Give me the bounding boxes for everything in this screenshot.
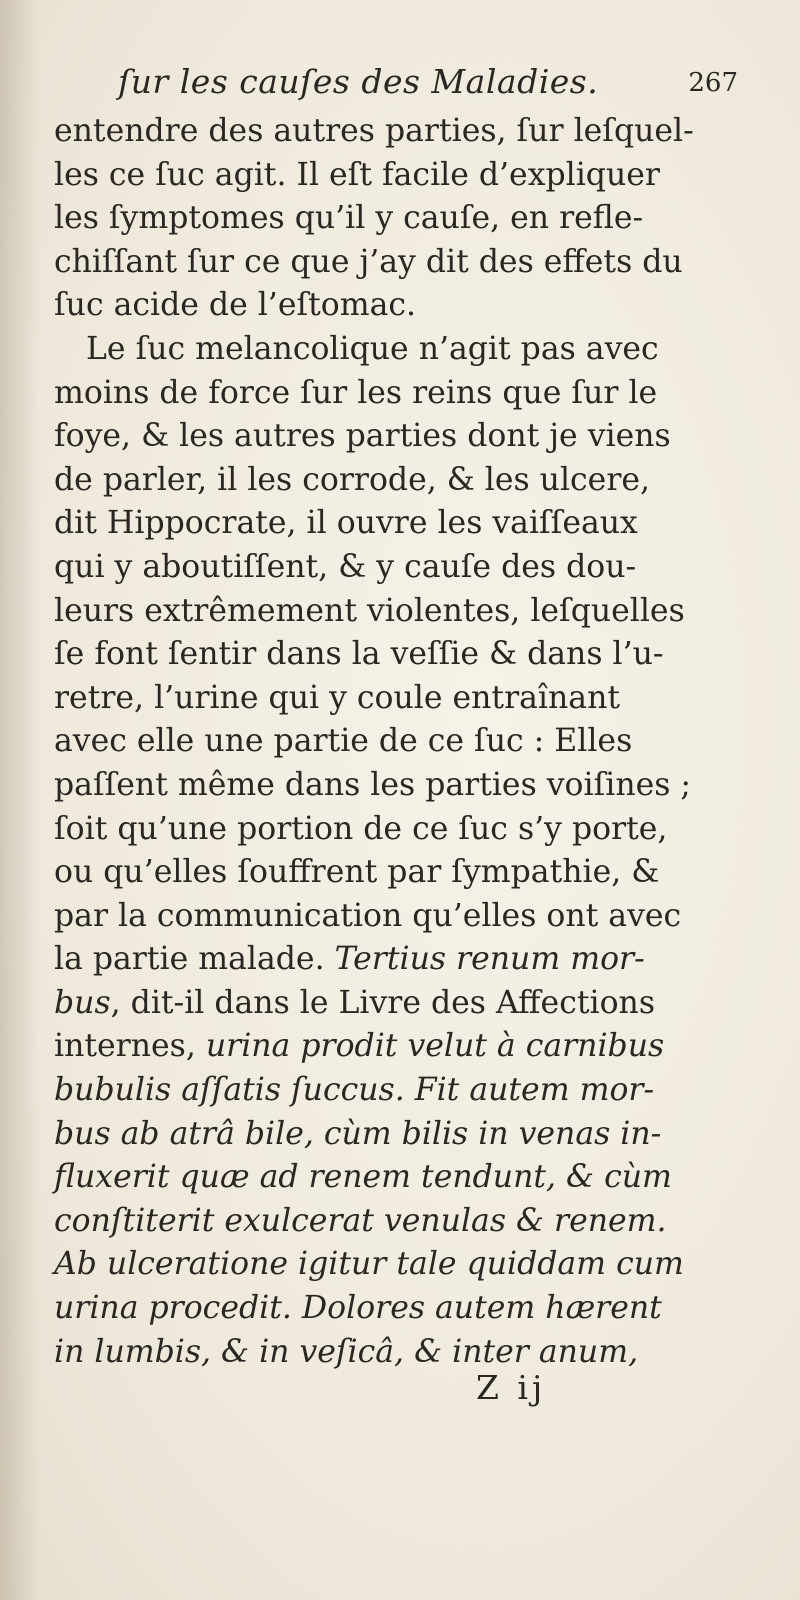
body-text bbox=[54, 110, 694, 1374]
text-line: in lumbis, & in veſicâ, & inter anum, bbox=[54, 1333, 639, 1370]
text-line: avec elle une partie de ce ſuc : Elles bbox=[54, 723, 633, 760]
text-line: leurs extrêmement violentes, leſquelles bbox=[54, 592, 685, 629]
text-line: ſe font ſentir dans la veſſie & dans l’u- bbox=[54, 636, 664, 673]
text-line: Ab ulceratione igitur tale quiddam cum bbox=[54, 1246, 684, 1283]
running-head: ſur les cauſes des Maladies. bbox=[118, 62, 599, 101]
text-line: fluxerit quæ ad renem tendunt, & cùm bbox=[54, 1159, 672, 1196]
text-line: par la communication qu’elles ont avec bbox=[54, 897, 682, 934]
latin-quotation: bus bbox=[54, 984, 111, 1021]
text-line: les ce ſuc agit. Il eſt facile d’expliquer bbox=[54, 156, 660, 193]
text-line bbox=[54, 1025, 676, 1069]
text-segment: , dit-il dans le Livre des Affections bbox=[110, 984, 655, 1021]
text-line: moins de force ſur les reins que ſur le bbox=[54, 374, 658, 411]
text-line: retre, l’urine qui y coule entraînant bbox=[54, 679, 621, 716]
text-line: paſſent même dans les parties voiſines ; bbox=[54, 766, 692, 803]
text-line: de parler, il les corrode, & les ulcere, bbox=[54, 461, 651, 498]
text-line: urina procedit. Dolores autem hærent bbox=[54, 1290, 662, 1327]
text-line: ſoit qu’une portion de ce ſuc s’y porte, bbox=[54, 810, 668, 847]
text-line bbox=[54, 938, 676, 982]
text-line: dit Hippocrate, il ouvre les vaiſſeaux bbox=[54, 505, 638, 542]
page-header bbox=[118, 62, 738, 108]
page-number: 267 bbox=[688, 68, 738, 98]
text-line: Le ſuc melancolique n’agit pas avec bbox=[86, 330, 659, 367]
text-line: qui y aboutiſſent, & y cauſe des dou- bbox=[54, 548, 637, 585]
spine-shadow bbox=[0, 0, 40, 1600]
text-segment: internes, bbox=[54, 1028, 206, 1065]
latin-quotation: Tertius renum mor- bbox=[334, 941, 645, 978]
text-line: chiſſant ſur ce que j’ay dit des effets du bbox=[54, 243, 683, 280]
signature-mark: Z ij bbox=[476, 1368, 547, 1407]
text-line: entendre des autres parties, ſur leſquel- bbox=[54, 113, 694, 149]
text-line: bubulis aſſatis ſuccus. Fit autem mor- bbox=[54, 1072, 655, 1109]
text-line: les ſymptomes qu’il y cauſe, en refle- bbox=[54, 200, 644, 237]
text-segment: la partie malade. bbox=[54, 941, 335, 978]
text-line: ſuc acide de l’eſtomac. bbox=[54, 287, 417, 324]
text-line: conſtiterit exulcerat venulas & renem. bbox=[54, 1202, 667, 1239]
text-line: foye, & les autres parties dont je viens bbox=[54, 418, 671, 455]
text-line bbox=[54, 982, 676, 1026]
text-line: bus ab atrâ bile, cùm bilis in venas in- bbox=[54, 1115, 662, 1152]
text-line: ou qu’elles ſouffrent par ſympathie, & bbox=[54, 854, 660, 891]
latin-quotation: urina prodit velut à carnibus bbox=[205, 1028, 665, 1065]
